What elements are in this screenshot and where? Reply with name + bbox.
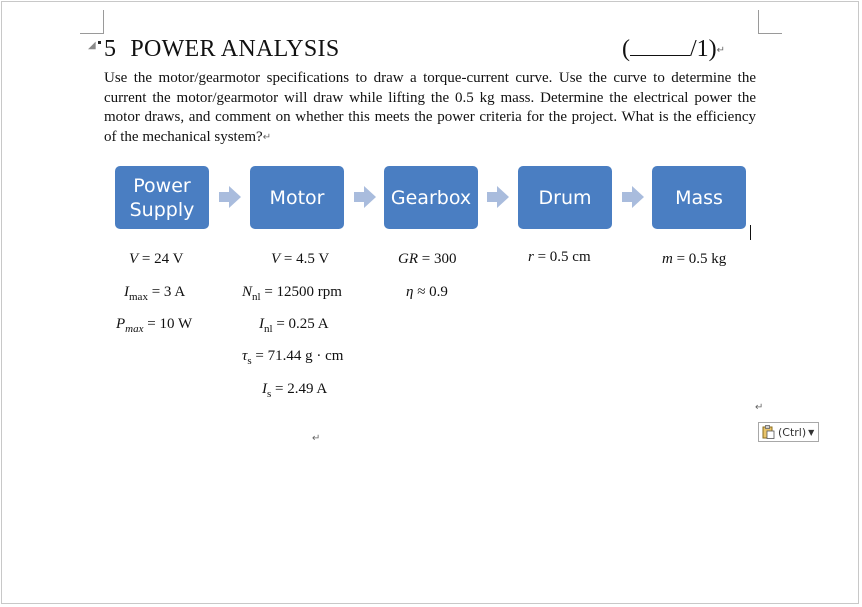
spec-supply-current: $I_{max} = 3$ A (124, 284, 186, 303)
spec-motor-noload-current: $I_{nl} = 0.25$ A (259, 316, 329, 335)
spec-motor-stall-current: $I_s = 2.49$ A (262, 381, 328, 400)
spec-gear-efficiency: η ≈ 0.9 (406, 284, 448, 300)
clipboard-icon (762, 425, 775, 439)
paragraph-mark-icon: ↵ (312, 433, 321, 444)
flow-box-motor[interactable] (250, 166, 344, 229)
flow-label: Motor (269, 186, 325, 209)
flow-box-gearbox[interactable] (384, 166, 478, 229)
arrow-right-icon (354, 186, 376, 208)
score-close: /1) (690, 36, 717, 62)
spec-gear-ratio: GR = 300 (398, 251, 457, 267)
flow-box-power-supply[interactable] (115, 166, 209, 229)
heading-number: 5 (104, 36, 117, 62)
paste-options-label: (Ctrl) (778, 425, 807, 439)
flow-label: Gearbox (390, 186, 472, 209)
spec-supply-voltage: V = 24 V (129, 251, 184, 267)
collapse-triangle-icon[interactable]: ◢ (88, 40, 96, 51)
chevron-down-icon: ▼ (808, 427, 815, 437)
question-text: Use the motor/gearmotor specifications to draw a torque-current curve. Use the curve to determine the current the motor/gearmotor will draw while lifting the 0.5 kg mass. Determine the electrical power the motor draws, and comment on whether this meets the power criteria for the project. What is the efficiency of the mechanical system? (104, 70, 756, 145)
spec-motor-voltage: V = 4.5 V (271, 251, 330, 267)
crop-mark-top-left-v (103, 10, 104, 34)
spec-supply-power: $P_{max} = 10$ W (116, 316, 193, 335)
flow-label: Drum (538, 186, 592, 209)
spec-drum-radius: r = 0.5 cm (528, 249, 591, 265)
list-bullet-marker (98, 41, 101, 44)
paragraph-mark-icon: ↵ (755, 402, 764, 413)
score-blank[interactable] (630, 37, 690, 56)
flow-label: Mass (675, 186, 723, 209)
question-paragraph[interactable] (104, 69, 756, 147)
text-cursor (750, 225, 751, 240)
flow-label: Power Supply (129, 174, 195, 221)
score-open: ( (622, 36, 630, 62)
spec-motor-noload-speed: $N_{nl} = 12500$ rpm (242, 284, 342, 303)
score-field (622, 36, 725, 63)
crop-mark-top-right-h (758, 33, 782, 34)
paragraph-mark-icon: ↵ (716, 44, 726, 56)
heading-title: POWER ANALYSIS (130, 36, 340, 62)
paste-options-button[interactable] (758, 422, 819, 442)
spec-motor-stall-torque: $\tau_s = 71.44$ g · cm (242, 348, 344, 367)
arrow-right-icon (487, 186, 509, 208)
flow-box-mass[interactable] (652, 166, 746, 229)
section-heading (104, 36, 339, 63)
paragraph-mark-icon: ↵ (262, 131, 272, 143)
spec-mass: m = 0.5 kg (662, 251, 727, 267)
crop-mark-top-left-h (80, 33, 104, 34)
arrow-right-icon (219, 186, 241, 208)
crop-mark-top-right-v (758, 10, 759, 34)
flow-box-drum[interactable] (518, 166, 612, 229)
arrow-right-icon (622, 186, 644, 208)
